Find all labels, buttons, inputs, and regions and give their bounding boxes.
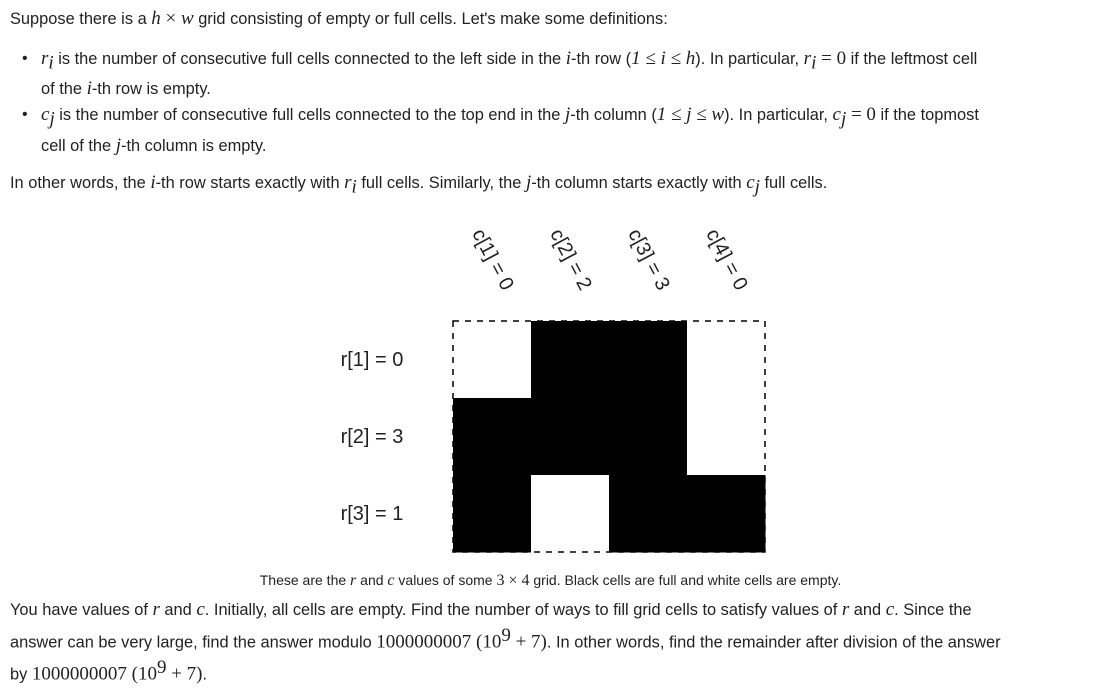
math-c: c — [832, 104, 841, 126]
math-times: × — [160, 8, 181, 29]
grid-cells — [453, 321, 766, 553]
math-dims: 3 × 4 — [496, 572, 530, 589]
math-c: c — [885, 599, 895, 620]
row-label: r[3] = 1 — [340, 503, 404, 525]
text: ). In particular, — [724, 106, 833, 125]
math-j: j — [115, 134, 121, 156]
math-h: h — [151, 8, 161, 29]
intro-text-b: grid consisting of empty or full cells. Let's make some definitions: — [193, 10, 668, 28]
math-r: r — [350, 572, 357, 589]
text: full cells. — [759, 174, 828, 192]
math-modulus: 1000000007 — [31, 663, 127, 685]
math-r: r — [841, 599, 850, 620]
text: grid. Black cells are full and white cells are empty. — [529, 572, 842, 588]
text: . In other words, find the remainder after division of the answer — [546, 633, 1001, 652]
row-label: r[2] = 3 — [340, 426, 404, 448]
column-label: c[1] = 0 — [467, 225, 518, 295]
empty-cell — [687, 398, 766, 476]
column-labels — [467, 225, 751, 294]
text: -th column ( — [570, 106, 657, 125]
full-cell — [609, 475, 688, 553]
math-c: c — [41, 104, 50, 126]
math-sub-i: i — [48, 52, 54, 74]
empty-cell — [687, 321, 766, 399]
row-labels — [341, 349, 404, 525]
row-label: r[1] = 0 — [340, 349, 404, 371]
text: You have values of — [10, 601, 153, 619]
text: These are the — [259, 572, 351, 588]
text: if the topmost — [875, 106, 979, 125]
math-modulus: 1000000007 — [376, 631, 472, 653]
full-cell — [453, 475, 532, 553]
text: if the leftmost cell — [846, 50, 978, 68]
full-cell — [531, 321, 610, 399]
text: In other words, the — [10, 174, 151, 192]
math-c: c — [746, 172, 755, 193]
math-sub-i: i — [811, 52, 817, 74]
full-cell — [609, 398, 688, 476]
math-c: c — [387, 572, 395, 589]
text: -th row starts exactly with — [155, 174, 345, 192]
figure-caption — [0, 572, 1101, 590]
text: answer can be very large, find the answer modulo — [10, 633, 377, 652]
math: + 7) — [166, 663, 203, 685]
text: -th column starts exactly with — [531, 174, 747, 192]
text: and — [356, 572, 388, 588]
math-exponent: 9 — [501, 625, 511, 646]
math-j: j — [525, 172, 532, 193]
math: (10 — [126, 663, 157, 685]
math-eq: = 0 — [816, 48, 847, 69]
text: -th column is empty. — [121, 136, 267, 155]
text: cell of the — [41, 136, 116, 155]
task-line3 — [10, 655, 1001, 687]
text: . Initially, all cells are empty. Find the number of ways to fill grid cells to satisfy values of — [204, 601, 842, 619]
text: -th row is empty. — [91, 80, 211, 99]
text: . — [202, 665, 208, 684]
text: . Since the — [894, 601, 972, 619]
math-r: r — [152, 599, 160, 620]
empty-cell — [453, 321, 532, 399]
task-paragraph — [10, 597, 1001, 688]
math-r: r — [803, 48, 812, 69]
text: by — [10, 665, 32, 684]
full-cell — [687, 475, 766, 553]
math-r: r — [41, 48, 49, 69]
column-label: c[3] = 3 — [623, 225, 674, 295]
text: values of some — [394, 572, 497, 588]
math-i: i — [150, 172, 156, 193]
text: full cells. Similarly, the — [356, 174, 526, 192]
math-sub-j: j — [840, 108, 847, 130]
column-label: c[4] = 0 — [701, 225, 752, 295]
full-cell — [531, 398, 610, 476]
text: and — [849, 601, 886, 619]
text: is the number of consecutive full cells connected to the left side in the — [53, 50, 566, 68]
math-j: j — [564, 104, 571, 126]
intro-text-a: Suppose there is a — [10, 10, 152, 28]
math-w: w — [180, 8, 194, 29]
text: ). In particular, — [695, 50, 804, 68]
math-range: 1 ≤ i ≤ h — [631, 48, 696, 69]
math-i: i — [86, 78, 92, 100]
math-range: 1 ≤ j ≤ w — [656, 104, 725, 126]
math-sub-j: j — [49, 108, 55, 130]
math-r: r — [344, 172, 352, 193]
math-eq: = 0 — [846, 104, 876, 126]
task-line2 — [10, 623, 1001, 655]
task-line1 — [10, 597, 1001, 623]
math-i: i — [565, 48, 572, 69]
math-c: c — [196, 599, 205, 620]
math-sub-i: i — [351, 176, 357, 198]
full-cell — [453, 398, 532, 476]
empty-cell — [531, 475, 610, 553]
math-exponent: 9 — [156, 657, 167, 679]
bullet-icon: • — [22, 50, 28, 67]
math-sub-j: j — [754, 176, 760, 198]
math: (10 — [471, 631, 502, 653]
bullet-icon: • — [22, 106, 28, 124]
text: of the — [41, 80, 87, 99]
full-cell — [609, 321, 688, 399]
text: -th row ( — [571, 50, 632, 68]
column-label: c[2] = 2 — [545, 225, 596, 295]
math: + 7) — [510, 631, 547, 653]
text: and — [159, 601, 197, 619]
text: is the number of consecutive full cells connected to the top end in the — [54, 106, 565, 125]
